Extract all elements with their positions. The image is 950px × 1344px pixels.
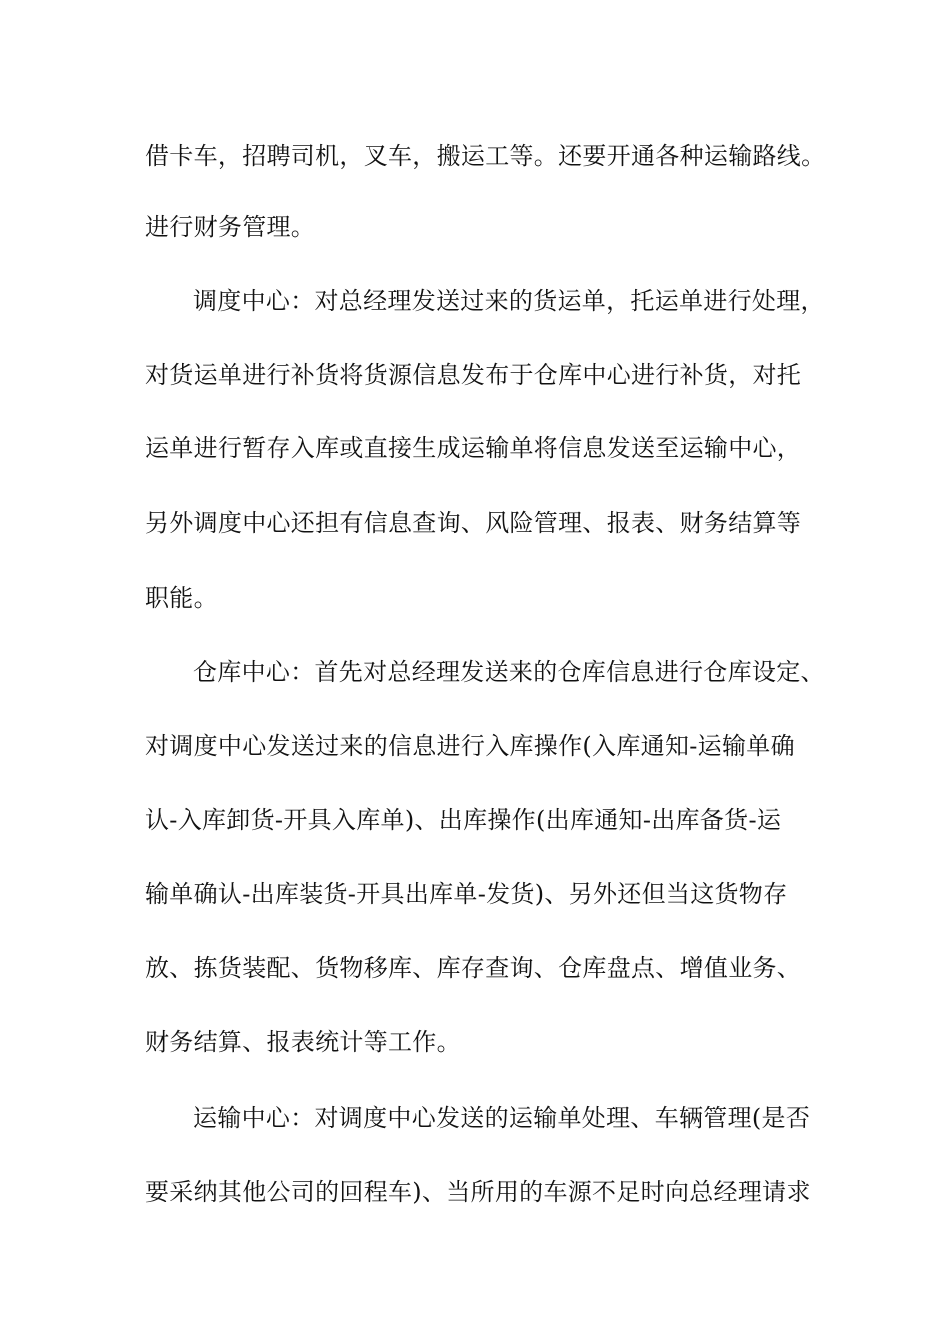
text-line-4: 对货运单进行补货将货源信息发布于仓库中心进行补货，对托	[145, 361, 802, 389]
paragraph-warehouse-center-start: 仓库中心：首先对总经理发送来的仓库信息进行仓库设定、	[193, 658, 825, 686]
text-line-7: 职能。	[145, 584, 218, 612]
text-line-15: 要采纳其他公司的回程车)、当所用的车源不足时向总经理请求	[145, 1178, 811, 1206]
paragraph-transport-center-start: 运输中心：对调度中心发送的运输单处理、车辆管理(是否	[193, 1104, 811, 1132]
text-line-5: 运单进行暂存入库或直接生成运输单将信息发送至运输中心，	[145, 434, 802, 462]
text-line-12: 放、拣货装配、货物移库、库存查询、仓库盘点、增值业务、	[145, 954, 802, 982]
text-line-13: 财务结算、报表统计等工作。	[145, 1028, 461, 1056]
text-line-1: 借卡车，招聘司机，叉车，搬运工等。还要开通各种运输路线。	[145, 142, 826, 170]
text-line-9: 对调度中心发送过来的信息进行入库操作(入库通知-运输单确	[145, 732, 795, 760]
text-line-6: 另外调度中心还担有信息查询、风险管理、报表、财务结算等	[145, 509, 802, 537]
text-line-10: 认-入库卸货-开具入库单)、出库操作(出库通知-出库备货-运	[145, 806, 782, 834]
paragraph-dispatch-center-start: 调度中心：对总经理发送过来的货运单，托运单进行处理，	[193, 287, 825, 315]
text-line-11: 输单确认-出库装货-开具出库单-发货)、另外还但当这货物存	[145, 880, 788, 908]
text-line-2: 进行财务管理。	[145, 213, 316, 241]
